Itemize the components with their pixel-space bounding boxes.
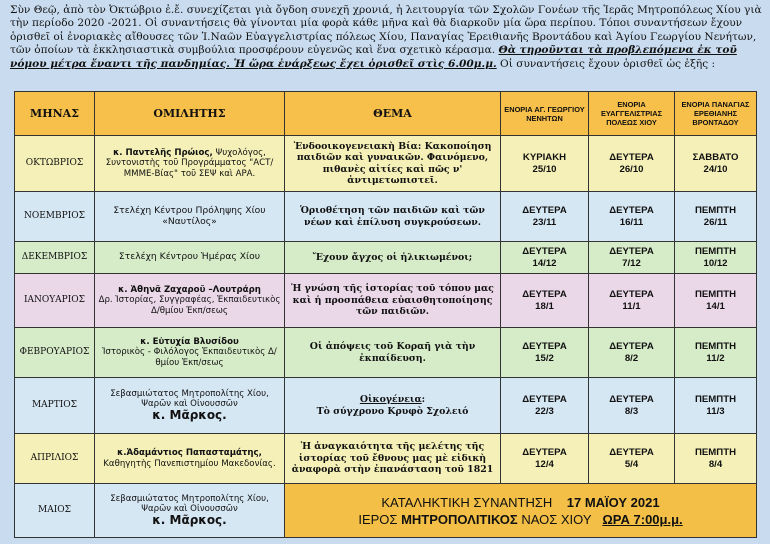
date-cell-evangelistria: ΔΕΥΤΕΡΑ 8/3 <box>589 378 675 434</box>
date-cell-evangelistria: ΔΕΥΤΕΡΑ 11/1 <box>589 274 675 328</box>
speaker-name: κ. Μᾶρκος. <box>152 512 227 527</box>
topic-cell: Ὁριοθέτηση τῶν παιδιῶν καὶ τῶν νέων καὶ ἐπίλυση συγκρούσεων. <box>285 192 501 242</box>
topic-cell: Ἡ ἀναγκαιότητα τῆς μελέτης τῆς ἱστορίας τοῦ ἔθνους μας μὲ εἰδικὴ ἀναφορὰ στὴν ἐπανάσταση τοῦ 1821 <box>285 434 501 484</box>
speaker-name: κ. Παντελῆς Πρώιος, <box>113 147 213 158</box>
header-row <box>15 92 757 136</box>
speaker-details: Καθηγητὴς Πανεπιστημίου Μακεδονίας. <box>103 458 276 469</box>
month-cell: ΑΠΡΙΛΙΟΣ <box>15 434 95 484</box>
speaker-cell: Στελέχη Κέντρου Πρόληψης Χίου «Ναυτίλος» <box>95 192 285 242</box>
header-speaker: ΟΜΙΛΗΤΗΣ <box>95 92 285 136</box>
speaker-cell <box>95 378 285 434</box>
intro-paragraph <box>10 4 762 71</box>
header-parish-nenita: ΕΝΟΡΙΑ ΑΓ. ΓΕΩΡΓΙΟΥ ΝΕΝΗΤΩΝ <box>501 92 589 136</box>
month-cell: ΦΕΒΡΟΥΑΡΙΟΣ <box>15 328 95 378</box>
month-cell: ΜΑΡΤΙΟΣ <box>15 378 95 434</box>
date-cell-nenita: ΔΕΥΤΕΡΑ 22/3 <box>501 378 589 434</box>
date-cell-nenita: ΚΥΡΙΑΚΗ 25/10 <box>501 136 589 192</box>
date-cell-vrontados: ΠΕΜΠΤΗ 26/11 <box>675 192 757 242</box>
date-cell-vrontados: ΣΑΒΒΑΤΟ 24/10 <box>675 136 757 192</box>
date-cell-vrontados: ΠΕΜΠΤΗ 8/4 <box>675 434 757 484</box>
speaker-role: Ψυχολόγος, <box>212 147 266 158</box>
final-place-c: ΝΑΟΣ ΧΙΟΥ <box>521 511 592 527</box>
topic-cell: Ἡ γνώση τῆς ἱστορίας τοῦ τόπου μας καὶ ἡ προσπάθεια εὐαισθητοποίησης τῶν παιδιῶν. <box>285 274 501 328</box>
final-date: 17 ΜΑΪΟΥ 2021 <box>566 494 660 510</box>
speaker-cell <box>95 434 285 484</box>
speaker-name: κ. Εὐτυχία Βλυσίδου <box>140 336 239 347</box>
date-cell-vrontados: ΠΕΜΠΤΗ 11/2 <box>675 328 757 378</box>
speaker-details: Συντονιστὴς τοῦ Προγράμματος "ΑCT/ΜΜΜΕ-Βίας" τοῦ ΣΕΨ καὶ ΑΡΑ. <box>105 158 274 179</box>
speaker-details: Σεβασμιώτατος Μητροπολίτης Χίου, Ψαρῶν καὶ Οἰνουσσῶν <box>110 493 269 515</box>
topic-cell: Ἔχουν ἄγχος οἱ ἡλικιωμένοι; <box>285 242 501 274</box>
date-cell-evangelistria: ΔΕΥΤΕΡΑ 5/4 <box>589 434 675 484</box>
final-place-a: ΙΕΡΟΣ <box>358 511 398 527</box>
final-time: ΩΡΑ 7:00μ.μ. <box>602 511 683 527</box>
speaker-name: κ.Ἀδαμάντιος Παπασταμάτης, <box>117 447 262 458</box>
header-topic: ΘΕΜΑ <box>285 92 501 136</box>
speaker-cell <box>95 136 285 192</box>
intro-highlight: Θὰ τηροῦνται τὰ προβλεπόμενα ἐκ τοῦ νόμου μέτρα ἔναντι τῆς πανδημίας. Ἡ ὥρα ἐνάρξεως ἔχει ὁρισθεῖ στὶς 6.00μ.μ. <box>10 44 737 70</box>
topic-text: Τὸ σύγχρονο Κρυφὸ Σχολειό <box>316 405 469 417</box>
speaker-cell <box>95 484 285 538</box>
date-cell-vrontados: ΠΕΜΠΤΗ 14/1 <box>675 274 757 328</box>
speaker-cell <box>95 274 285 328</box>
final-place-b: ΜΗΤΡΟΠΟΛΙΤΙΚΟΣ <box>401 511 518 527</box>
date-cell-evangelistria: ΔΕΥΤΕΡΑ 26/10 <box>589 136 675 192</box>
speaker-cell <box>95 328 285 378</box>
table-row <box>15 328 757 378</box>
date-cell-nenita: ΔΕΥΤΕΡΑ 23/11 <box>501 192 589 242</box>
date-cell-evangelistria: ΔΕΥΤΕΡΑ 16/11 <box>589 192 675 242</box>
table-row <box>15 434 757 484</box>
table-row <box>15 242 757 274</box>
date-cell-vrontados: ΠΕΜΠΤΗ 10/12 <box>675 242 757 274</box>
month-cell: ΟΚΤΩΒΡΙΟΣ <box>15 136 95 192</box>
speaker-details: Σεβασμιώτατος Μητροπολίτης Χίου, Ψαρῶν καὶ Οἰνουσσῶν <box>110 388 269 410</box>
speaker-cell: Στελέχη Κέντρου Ἡμέρας Χίου <box>95 242 285 274</box>
month-cell: ΜΑΙΟΣ <box>15 484 95 538</box>
topic-cell: Οἱ ἀπόψεις τοῦ Κοραῆ γιὰ τὴν ἐκπαίδευση. <box>285 328 501 378</box>
date-cell-nenita: ΔΕΥΤΕΡΑ 12/4 <box>501 434 589 484</box>
speaker-details: Ἱστορικὸς - Φιλόλογος Ἐκπαιδευτικὸς Δ/θμίου Ἐκπ/σεως <box>102 347 277 368</box>
month-cell: ΙΑΝΟΥΑΡΙΟΣ <box>15 274 95 328</box>
final-meeting-cell <box>285 484 757 538</box>
month-cell: ΔΕΚΕΜΒΡΙΟΣ <box>15 242 95 274</box>
topic-cell: Οἰκογένεια: Τὸ σύγχρονο Κρυφὸ Σχολειό <box>285 378 501 434</box>
header-parish-vrontados: ΕΝΟΡΙΑ ΠΑΝΑΓΙΑΣ ΕΡΕΘΙΑΝΗΣ ΒΡΟΝΤΑΔΟΥ <box>675 92 757 136</box>
schedule-table <box>14 91 757 538</box>
date-cell-evangelistria: ΔΕΥΤΕΡΑ 7/12 <box>589 242 675 274</box>
date-cell-vrontados: ΠΕΜΠΤΗ 11/3 <box>675 378 757 434</box>
topic-cell: Ἐνδοοικογενειακὴ Βία: Κακοποίηση παιδιῶν καὶ γυναικῶν. Φαινόμενο, πιθανὲς αἰτίες καὶ πῶς ν' ἀντιμετωπιστεῖ. <box>285 136 501 192</box>
date-cell-nenita: ΔΕΥΤΕΡΑ 18/1 <box>501 274 589 328</box>
final-title: ΚΑΤΑΛΗΚΤΙΚΗ ΣΥΝΑΝΤΗΣΗ <box>381 494 553 510</box>
table-row <box>15 274 757 328</box>
speaker-name: κ. Μᾶρκος. <box>152 407 227 422</box>
table-row <box>15 378 757 434</box>
header-month: ΜΗΝΑΣ <box>15 92 95 136</box>
table-row-final <box>15 484 757 538</box>
header-parish-evangelistria: ΕΝΟΡΙΑ ΕΥΑΓΓΕΛΙΣΤΡΙΑΣ ΠΟΛΕΩΣ ΧΙΟΥ <box>589 92 675 136</box>
month-cell: ΝΟΕΜΒΡΙΟΣ <box>15 192 95 242</box>
topic-heading: Οἰκογένεια <box>359 394 422 406</box>
table-row <box>15 136 757 192</box>
intro-tail: Οἱ συναντήσεις ἔχουν ὁρισθεῖ ὡς ἑξῆς : <box>500 57 716 70</box>
table-row <box>15 192 757 242</box>
speaker-name: κ. Ἀθηνᾶ Ζαχαροῦ –Λουτράρη <box>118 284 261 295</box>
date-cell-nenita: ΔΕΥΤΕΡΑ 14/12 <box>501 242 589 274</box>
date-cell-evangelistria: ΔΕΥΤΕΡΑ 8/2 <box>589 328 675 378</box>
date-cell-nenita: ΔΕΥΤΕΡΑ 15/2 <box>501 328 589 378</box>
intro-text: Σὺν Θεῷ, ἀπὸ τὸν Ὀκτώβριο ἐ.ἔ. συνεχίζεται γιὰ ὄγδοη συνεχῆ χρονιά, ἡ λειτουργία τῶν Σχολῶν Γονέων τῆς Ἱερᾶς Μητροπόλεως Χίου γιὰ τὴν περίοδο 2020 -2021. Οἱ συναντήσεις θὰ γίνονται μία φορὰ κάθε μῆνα καὶ θὰ διαρκοῦν μία ὥρα περίπου. Τόποι συναντήσεων ἔχουν ὁρισθεῖ οἱ ἐνοριακὲς αἴθουσες τῶν Ἱ.Ναῶν Εὐαγγελιστρίας πόλεως Χίου, Παναγίας Ἐρειθιανῆς Βροντάδου καὶ Ἁγίου Γεωργίου Νενήτων, τῶν ὁποίων τὰ ἐκκλησιαστικὰ συμβούλια προσφέρουν εὐγενῶς καὶ ἕνα σχετικὸ κέρασμα. <box>10 4 762 57</box>
speaker-details: Δρ. Ἱστορίας, Συγγραφέας, Ἐκπαιδευτικὸς Δ/θμίου Ἐκπ/σεως <box>98 295 281 316</box>
